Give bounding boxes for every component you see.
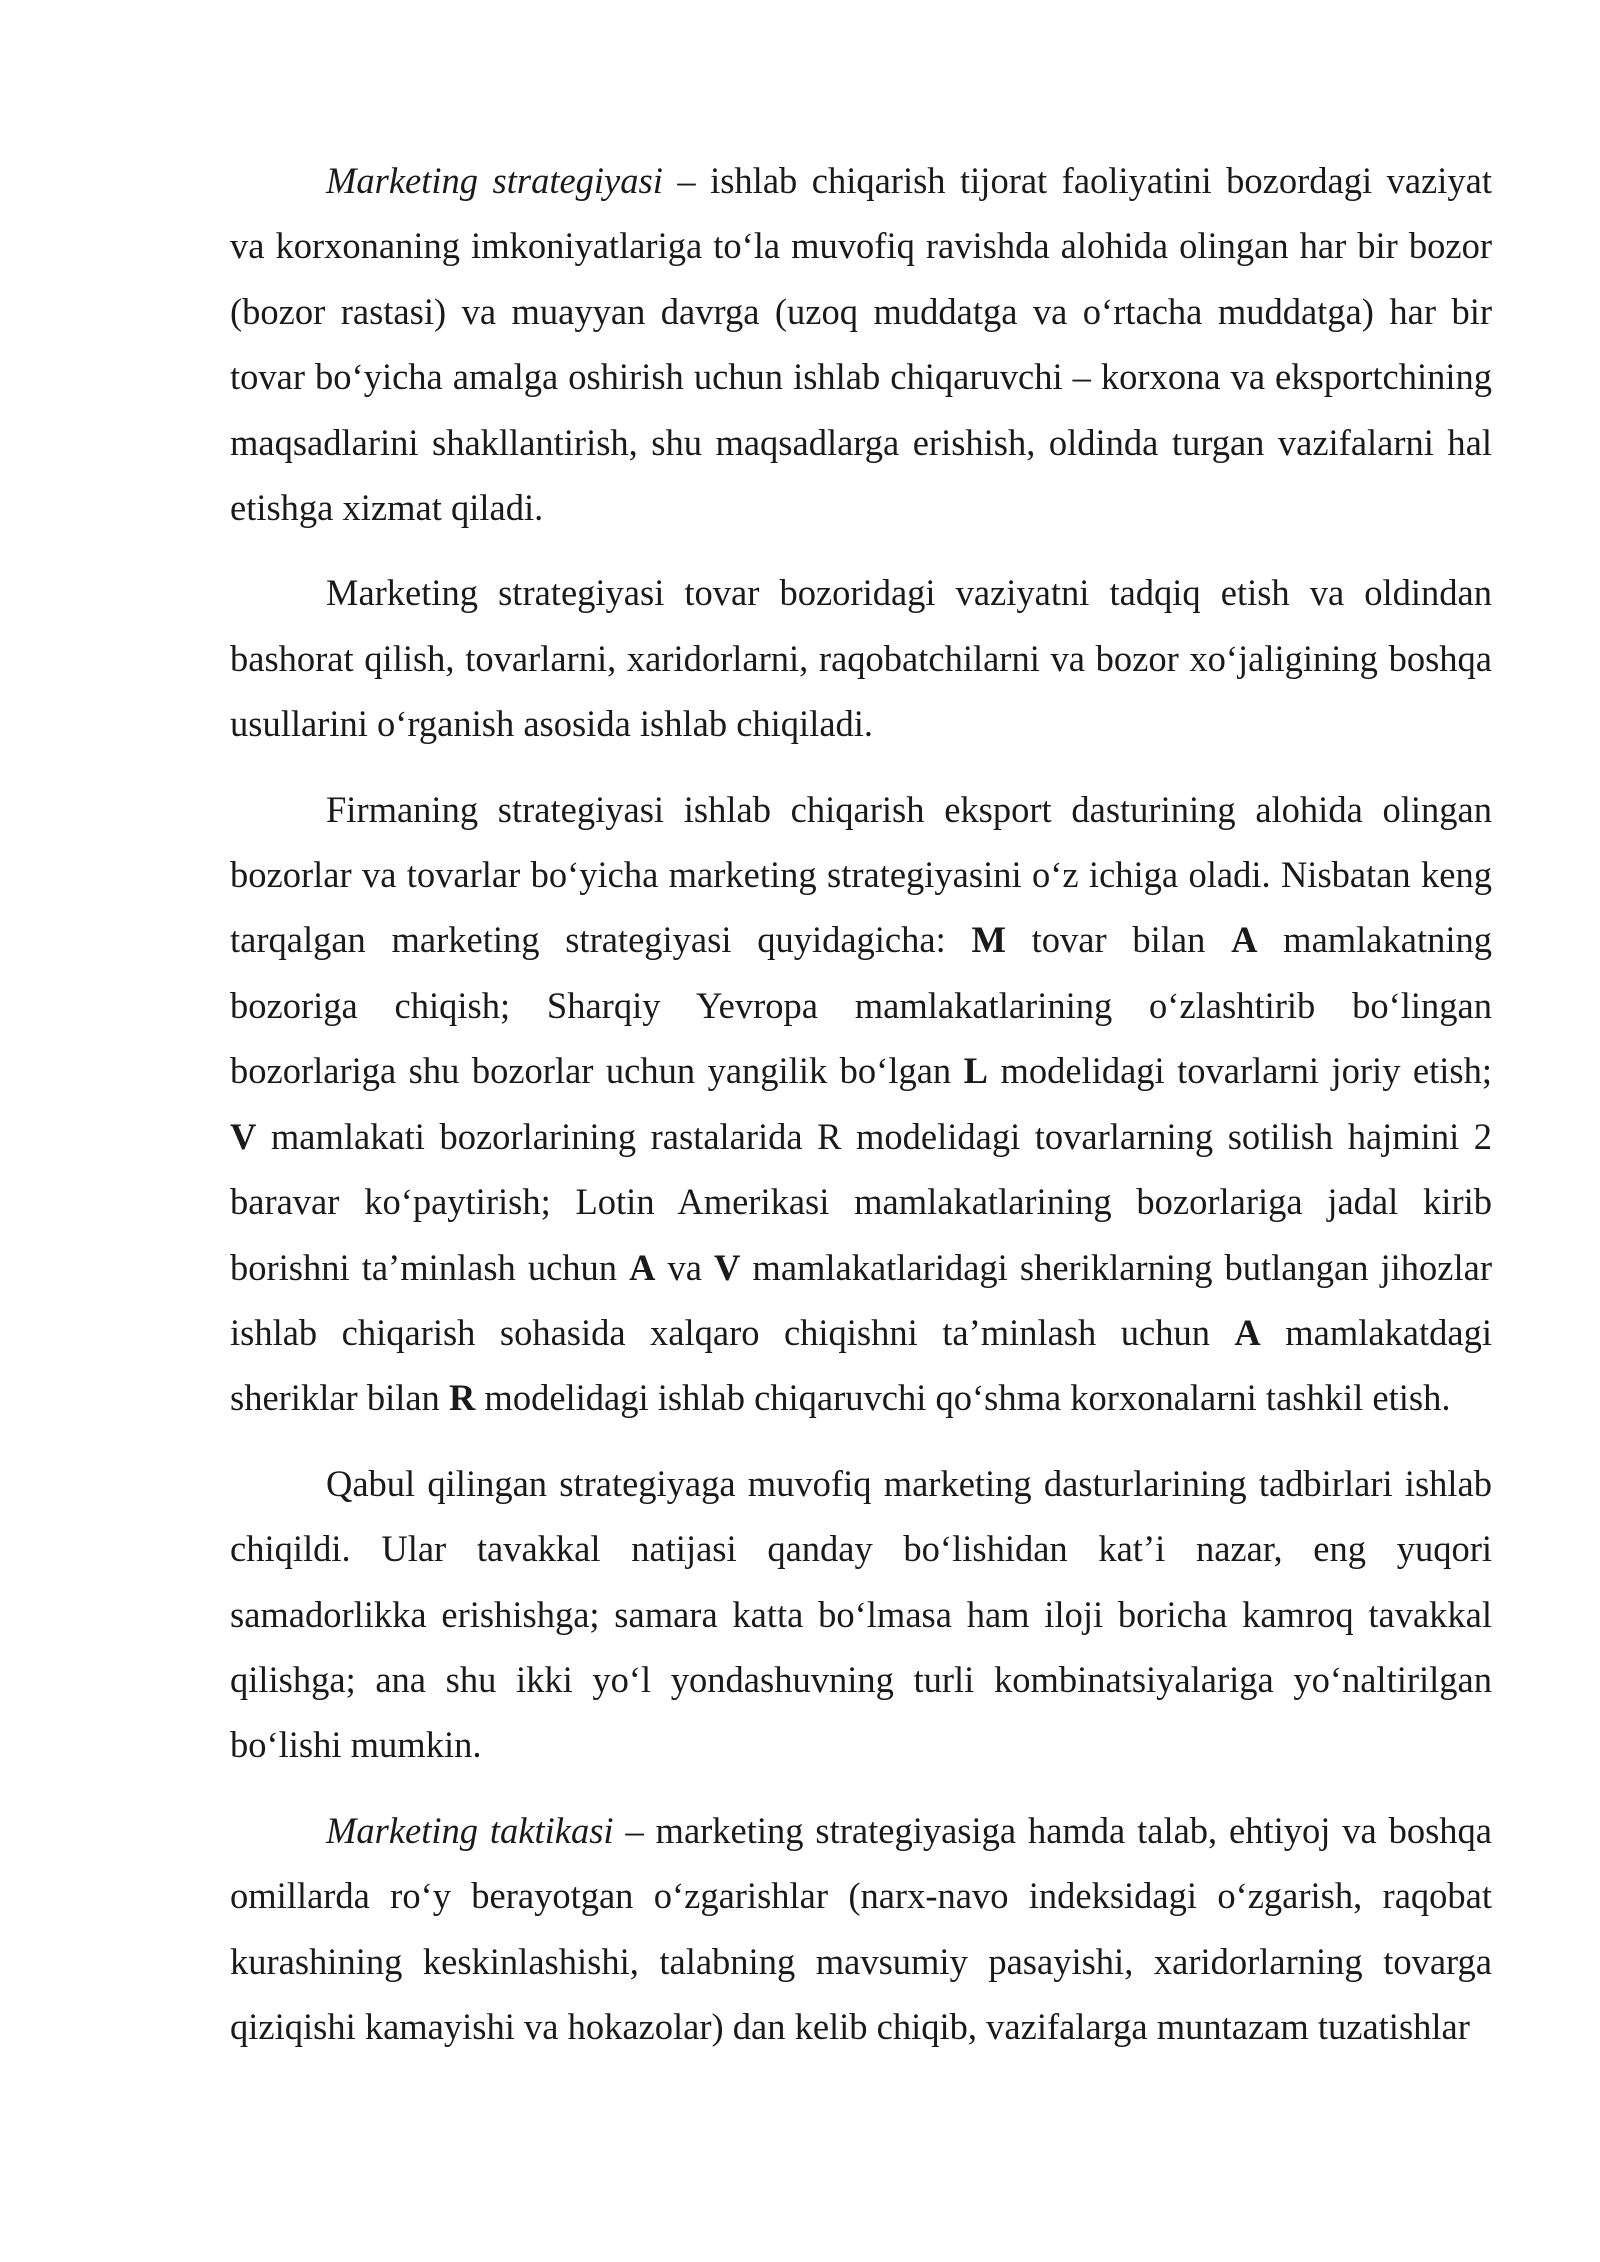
bold-letter-a: A: [1231, 919, 1258, 961]
text-segment: – ishlab chiqarish tijorat faoliyatini bozordagi vaziyat va korxonaning imkoniyatlariga to‘la muvofiq ravishda alohida olingan har bir bozor (bozor rastasi) va muayyan davrga (uzoq muddatga va o‘rtacha muddatga) har bir tovar bo‘yicha amalga oshirish uchun ishlab chiqaruvchi – korxona va eksportchining maqsadlarini shakllantirish, shu maqsadlarga erishish, oldinda turgan vazifalarni hal etishga xizmat qiladi.: [230, 160, 1492, 529]
paragraph-marketing-tactics-definition: [230, 1798, 1492, 2060]
text-segment: va: [655, 1246, 715, 1288]
text-segment: modelidagi ishlab chiqaruvchi qo‘shma korxonalarni tashkil etish.: [475, 1377, 1451, 1419]
bold-letter-v: V: [714, 1246, 741, 1288]
text-segment: mamlakatdagi sheriklar bilan: [230, 1311, 1492, 1419]
text-segment: Marketing strategiyasi tovar bozoridagi vaziyatni tadqiq etish va oldindan bashorat qilish, tovarlarni, xaridorlarni, raqobatchilarni va bozor xo‘jaligining boshqa usullarini o‘rganish asosida ishlab chiqiladi.: [230, 572, 1492, 745]
document-page: [230, 148, 1492, 2079]
text-segment: mamlakatning bozoriga chiqish; Sharqiy Yevropa mamlakatlarining o‘zlashtirib bo‘lingan bozorlariga shu bozorlar uchun yangilik bo‘lgan: [230, 919, 1492, 1092]
text-segment: Firmaning strategiyasi ishlab chiqarish eksport dasturining alohida olingan bozorlar va tovarlar bo‘yicha marketing strategiyasini o‘z ichiga oladi. Nisbatan keng tarqalgan marketing strategiyasi quyidagicha:: [230, 788, 1492, 961]
bold-letter-a: A: [1234, 1311, 1261, 1353]
paragraph-marketing-strategy-definition: [230, 148, 1492, 540]
bold-letter-l: L: [963, 1050, 988, 1092]
text-segment: – marketing strategiyasiga hamda talab, ehtiyoj va boshqa omillarda ro‘y berayotgan o‘zgarishlar (narx-navo indeksidagi o‘zgarish, raqobat kurashining keskinlashishi, talabning mavsumiy pasayishi, xaridorlarning tovarga qiziqishi kamayishi va hokazolar) dan kelib chiqib, vazifalarga muntazam tuzatishlar: [230, 1809, 1492, 2047]
text-segment: mamlakati bozorlarining rastalarida R modelidagi tovarlarning sotilish hajmini 2 baravar ko‘paytirish; Lotin Amerikasi mamlakatlarining bozorlariga jadal kirib borishni ta’minlash uchun: [230, 1115, 1492, 1288]
text-segment: mamlakatlaridagi sheriklarning butlangan jihozlar ishlab chiqarish sohasida xalqaro chiqishni ta’minlash uchun: [230, 1246, 1492, 1353]
paragraph-firm-strategy: [230, 777, 1492, 1431]
term-marketing-taktikasi: Marketing taktikasi: [326, 1809, 614, 1851]
term-marketing-strategiyasi: Marketing strategiyasi: [326, 160, 663, 201]
bold-letter-m: M: [971, 919, 1006, 961]
text-segment: tovar bilan: [1005, 919, 1232, 961]
paragraph-marketing-programs: [230, 1451, 1492, 1778]
text-segment: Qabul qilingan strategiyaga muvofiq marketing dasturlarining tadbirlari ishlab chiqildi. Ular tavakkal natijasi qanday bo‘lishidan kat’i nazar, eng yuqori samadorlikka erishishga; samara katta bo‘lmasa ham iloji boricha kamroq tavakkal qilishga; ana shu ikki yo‘l yondashuvning turli kombinatsiyalariga yo‘naltirilgan bo‘lishi mumkin.: [230, 1462, 1492, 1766]
paragraph-strategy-research: [230, 560, 1492, 756]
bold-letter-r: R: [448, 1377, 476, 1419]
text-segment: modelidagi tovarlarni joriy etish;: [988, 1050, 1492, 1092]
bold-letter-a: A: [629, 1246, 656, 1288]
bold-letter-v: V: [230, 1115, 257, 1157]
